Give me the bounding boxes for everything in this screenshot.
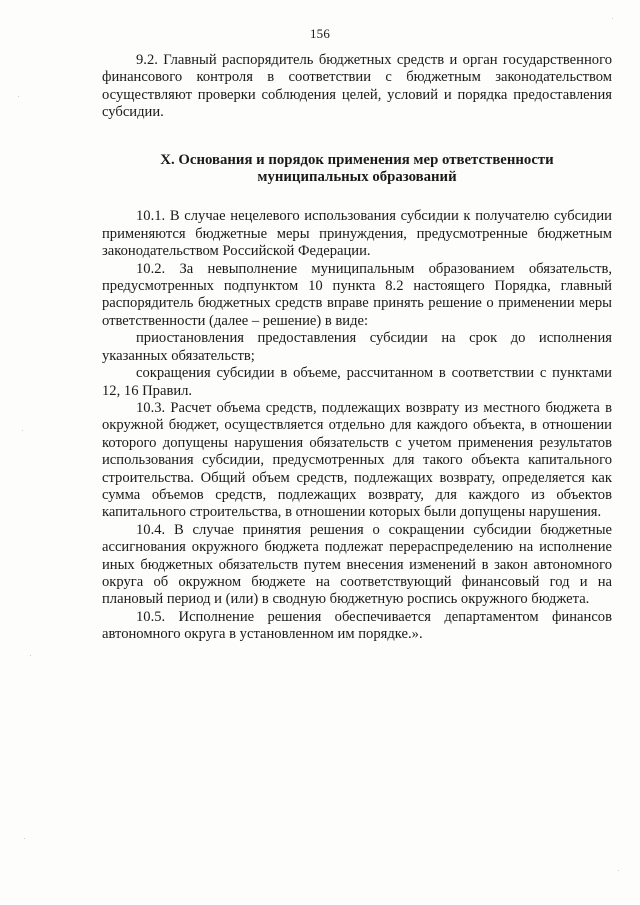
section-heading-line2: муниципальных образований <box>257 169 457 186</box>
scan-speck <box>22 430 23 431</box>
paragraph-suspension: приостановления предоставления субсидии на срок до исполнения указанных обязательств; <box>102 330 612 364</box>
paragraph-10-1: 10.1. В случае нецелевого использования субсидии к получателю субсидии применяются бюджетные меры принуждения, предусмотренные бюджетным законодательством Российской Федерации. <box>102 208 612 260</box>
paragraph-10-2: 10.2. За невыполнение муниципальным образованием обязательств, предусмотренных подпунктом 10 пункта 8.2 настоящего Порядка, главный распорядитель бюджетных средств вправе принять решение о применении меры ответственности (далее – решение) в виде: <box>102 260 612 329</box>
paragraph-9-2: 9.2. Главный распорядитель бюджетных средств и орган государственного финансового контроля в соответствии с бюджетным законодательством осуществляют проверки соблюдения целей, условий и порядка предоставления субсидии. <box>102 52 612 121</box>
scan-speck <box>18 96 19 97</box>
paragraph-reduction: сокращения субсидии в объеме, рассчитанном в соответствии с пунктами 12, 16 Правил. <box>102 365 612 399</box>
paragraph-10-4: 10.4. В случае принятия решения о сокращении субсидии бюджетные ассигнования окружного бюджета подлежат перераспределению на исполнение иных бюджетных обязательств путем внесения изменений в закон автономного округа об окружном бюджете на соответствующий финансовый год и на плановый период и (или) в сводную бюджетную роспись окружного бюджета. <box>102 521 612 608</box>
section-heading-line1: X. Основания и порядок применения мер ответственности <box>160 151 554 168</box>
paragraph-10-5: 10.5. Исполнение решения обеспечивается департаментом финансов автономного округа в установленном им порядке.». <box>102 608 612 643</box>
scan-speck <box>612 18 613 19</box>
paragraph-10-3: 10.3. Расчет объема средств, подлежащих возврату из местного бюджета в окружной бюджет, осуществляется отдельно для каждого объекта, в отношении которого допущены нарушения обязательств с учетом применения результатов использования субсидии, предусмотренных для такого объекта капитального строительства. Общий объем средств, подлежащих возврату, определяется как сумма объемов средств, подлежащих возврату, для каждого из объектов капитального строительства, в отношении которых были допущены нарушения. <box>102 399 612 521</box>
scan-speck <box>30 655 31 656</box>
scan-speck <box>618 870 619 871</box>
section-heading <box>102 152 612 187</box>
scan-speck <box>24 838 25 839</box>
document-body <box>102 52 612 644</box>
page-number: 156 <box>309 26 331 41</box>
